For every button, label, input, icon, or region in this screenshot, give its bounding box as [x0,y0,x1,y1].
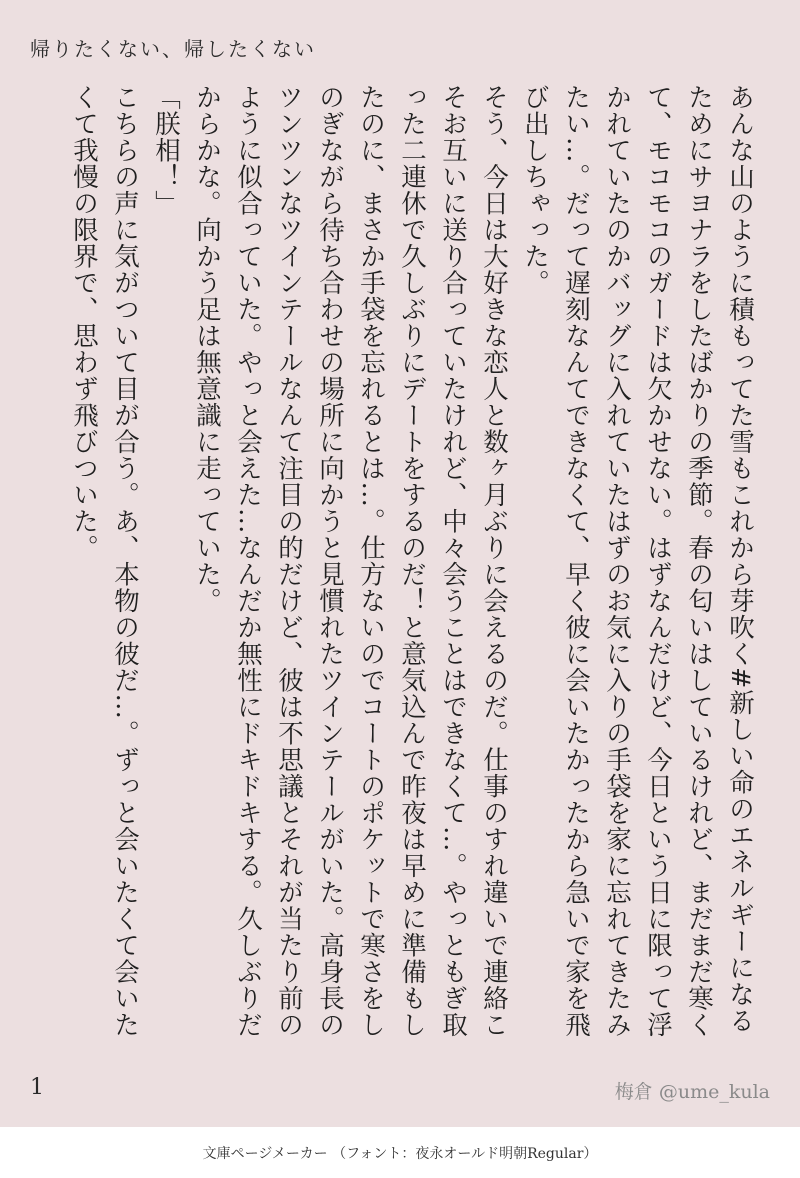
body-paragraph: そう、今日は大好きな恋人と数ヶ月ぶりに会えるのだ。仕事のすれ違いで連絡こそお互いに送り合っていたけれど、中々会うことはできなくて…。やっともぎ取った二連休で久しぶりにデートをするのだ！と意気込んで昨夜は早めに準備もしたのに、まさか手袋を忘れるとは…。仕方ないのでコートのポケットで寒さをしのぎながら待ち合わせの場所に向かうと見慣れたツインテールがいた。高身長のツンツンなツインテールなんて注目の的だけど、彼は不思議とそれが当たり前のように似合っていた。やっと会えた…なんだか無性にドキドキする。久しぶりだからかな。向かう足は無意識に走っていた。 [192,84,509,1038]
body-paragraph: こちらの声に気がついて目が合う。あ、本物の彼だ…。ずっと会いたくて会いたくて我慢の限界で、思わず飛びついた。 [69,84,140,1038]
author-credit: 梅倉 @ume_kula [614,1081,770,1103]
page-number: 1 [30,1075,44,1100]
page-title: 帰りたくない、帰したくない [30,37,316,61]
footer-caption: 文庫ページメーカー （フォント：夜永オールド明朝Regular） [202,1145,598,1162]
dialogue-line: 「朕相！」 [151,84,181,217]
vertical-body-text [20,84,760,1054]
body-paragraph: あんな山のように積もってた雪もこれから芽吹く#新しい命のエネルギーになるためにサヨナラをしたばかりの季節。春の匂いはしているけれど、まだまだ寒くて、モコモコのガードは欠かせない。はずなんだけど、今日という日に限って浮かれていたのかバッグに入れていたはずのお気に入りの手袋を家に忘れてきたみたい…。だって遅刻なんてできなくて、早く彼に会いたかったから急いで家を飛び出しちゃった。 [520,84,755,1038]
footer-bar [0,1127,800,1178]
